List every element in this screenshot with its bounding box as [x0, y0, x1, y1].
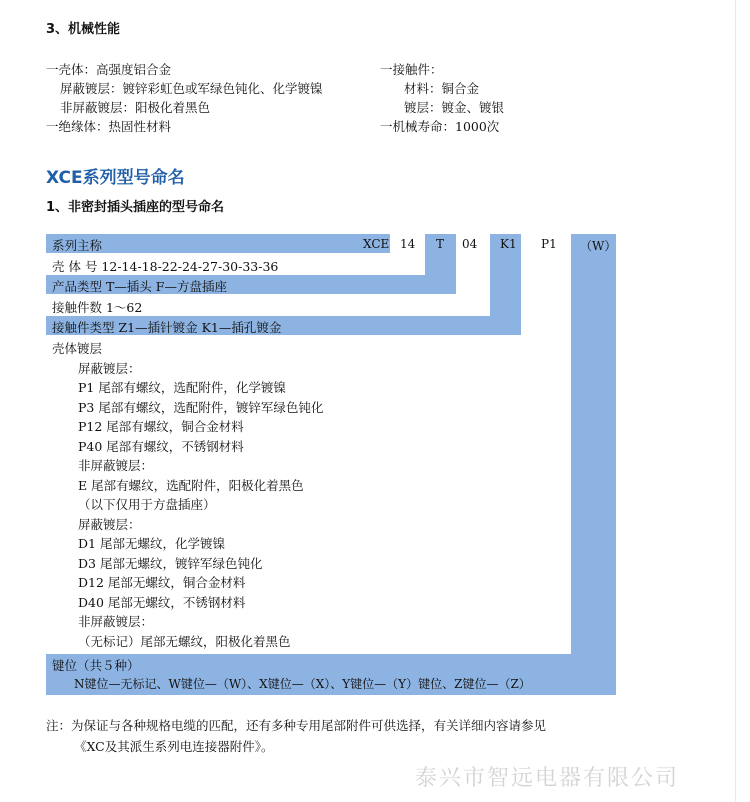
code-xce: XCE — [363, 237, 390, 251]
code-contact-type: K1 — [500, 237, 517, 251]
plating-shield-label: 屏蔽镀层： — [78, 361, 141, 376]
code-shell-size: 14 — [400, 237, 416, 251]
naming-heading: XCE系列型号命名 — [46, 168, 185, 188]
code-col-W — [571, 234, 616, 695]
plating-option: D12 尾部无螺纹，铜合金材料 — [78, 575, 246, 590]
spec-contacts: 一接触件： — [380, 62, 443, 77]
plating-option: （无标记）尾部无螺纹，阳极化着黑色 — [78, 634, 291, 649]
plating-option: E 尾部有螺纹，选配附件，阳极化着黑色 — [78, 478, 304, 493]
plating-nonshield-label: 非屏蔽镀层： — [78, 614, 154, 629]
naming-subtitle: 1、非密封插头插座的型号命名 — [46, 200, 225, 215]
plating-note: （以下仅用于方盘插座） — [78, 497, 216, 512]
plating-option: P1 尾部有螺纹，选配附件，化学镀镍 — [78, 380, 286, 395]
plating-option: P40 尾部有螺纹，不锈钢材料 — [78, 439, 244, 454]
row-contact-count: 接触件数 1～62 — [52, 300, 143, 315]
code-plating: P1 — [541, 237, 557, 251]
spec-shield-plating: 屏蔽镀层：镀锌彩虹色或军绿色钝化、化学镀镍 — [60, 81, 323, 96]
key-description: N键位—无标记、W键位—（W）、X键位—（X）、Y键位—（Y）键位、Z键位—（Z） — [74, 677, 531, 691]
spec-shell: 一壳体：高强度铝合金 — [46, 62, 172, 77]
plating-option: D1 尾部无螺纹，化学镀镍 — [78, 536, 225, 551]
spec-mech-life: 一机械寿命：1000次 — [380, 119, 500, 134]
plating-option: P12 尾部有螺纹，铜合金材料 — [78, 419, 244, 434]
section-title: 3、机械性能 — [46, 22, 121, 37]
row-product-type: 产品类型 T—插头 F—方盘插座 — [52, 279, 227, 294]
note-line-2: 《XC及其派生系列电连接器附件》。 — [74, 739, 274, 754]
row-series-name: 系列主称 — [52, 238, 103, 253]
row-contact-type: 接触件类型 Z1—插针镀金 K1—插孔镀金 — [52, 320, 282, 335]
code-key: （W） — [580, 239, 617, 253]
spec-insulator: 一绝缘体：热固性材料 — [46, 119, 172, 134]
spec-contact-material: 材料：铜合金 — [404, 81, 480, 96]
company-watermark: 泰兴市智远电器有限公司 — [415, 766, 680, 791]
plating-option: D3 尾部无螺纹，镀锌军绿色钝化 — [78, 556, 263, 571]
plating-shield-label: 屏蔽镀层： — [78, 517, 141, 532]
page-edge-line — [735, 0, 736, 802]
plating-nonshield-label: 非屏蔽镀层： — [78, 458, 154, 473]
spec-nonshield-plating: 非屏蔽镀层：阳极化着黑色 — [60, 100, 211, 115]
row-shell-size: 壳 体 号 12-14-18-22-24-27-30-33-36 — [52, 259, 279, 274]
row-shell-plating: 壳体镀层 — [52, 341, 103, 356]
plating-option: P3 尾部有螺纹，选配附件，镀锌军绿色钝化 — [78, 400, 324, 415]
key-title: 键位（共５种） — [52, 658, 140, 673]
plating-option: D40 尾部无螺纹，不锈钢材料 — [78, 595, 246, 610]
note-line-1: 注：为保证与各种规格电缆的匹配，还有多种专用尾部附件可供选择，有关详细内容请参见 — [46, 718, 547, 733]
code-product-type: T — [436, 237, 445, 251]
code-contact-count: 04 — [462, 237, 478, 251]
spec-contact-plating: 镀层：镀金、镀银 — [404, 100, 505, 115]
